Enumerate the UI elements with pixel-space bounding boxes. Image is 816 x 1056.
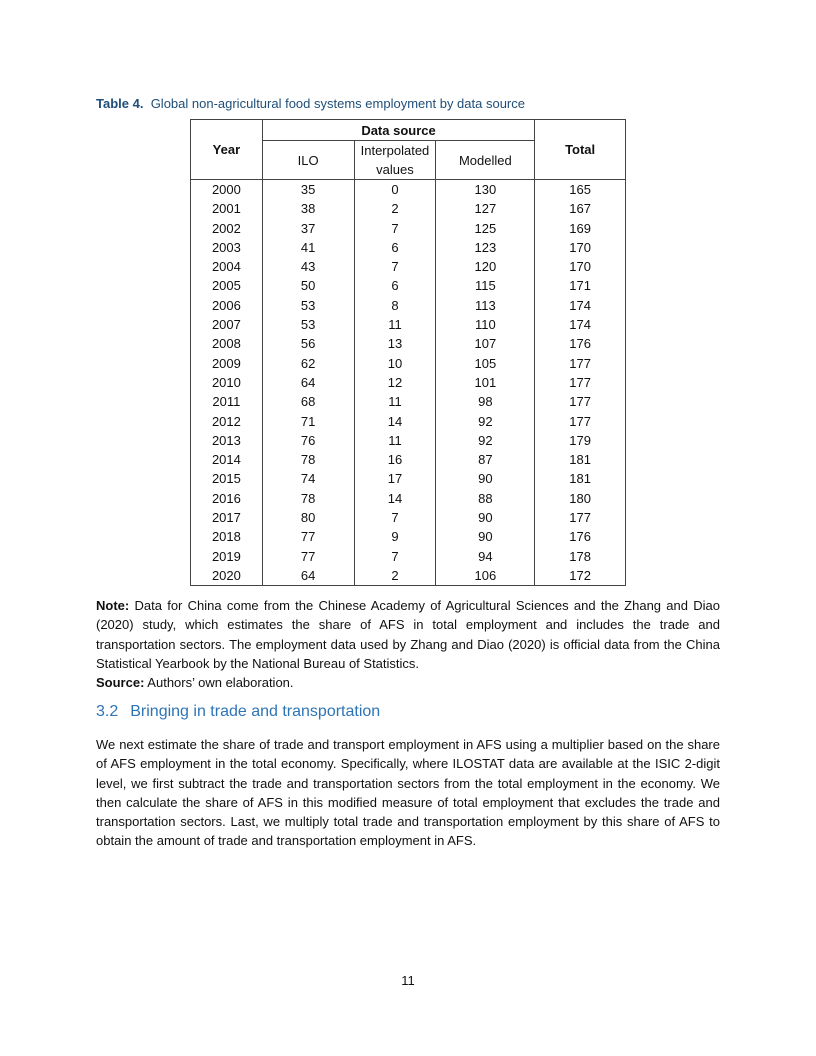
- note-label: Note:: [96, 598, 130, 613]
- cell-interpolated: 8: [354, 296, 436, 315]
- header-ilo: ILO: [262, 141, 354, 180]
- table-row: [191, 450, 626, 469]
- cell-year: 2017: [191, 508, 263, 527]
- cell-modelled: 94: [436, 547, 535, 566]
- cell-interpolated: 11: [354, 315, 436, 334]
- cell-total: 177: [535, 354, 626, 373]
- body-paragraph: We next estimate the share of trade and transport employment in AFS using a multiplier based on the share of AFS employment in the total economy. Specifically, where ILOSTAT data are available at the ISIC 2-digit level, we first subtract the trade and transportation sectors from the total employment in the economy. We then calculate the share of AFS in this modified measure of total employment that excludes the trade and transportation sectors. Last, we multiply total trade and transportation employment by this share of AFS to obtain the amount of trade and transportation employment in AFS.: [96, 737, 720, 849]
- table-row: [191, 547, 626, 566]
- table-row: [191, 566, 626, 586]
- cell-total: 181: [535, 469, 626, 488]
- cell-modelled: 120: [436, 257, 535, 276]
- cell-total: 177: [535, 412, 626, 431]
- cell-ilo: 35: [262, 180, 354, 200]
- cell-modelled: 88: [436, 489, 535, 508]
- table-row: [191, 334, 626, 353]
- cell-modelled: 113: [436, 296, 535, 315]
- cell-total: 170: [535, 257, 626, 276]
- cell-ilo: 43: [262, 257, 354, 276]
- employment-table: [190, 119, 626, 586]
- cell-year: 2020: [191, 566, 263, 586]
- page-number: 11: [401, 973, 415, 988]
- header-interpolated: [354, 141, 436, 180]
- header-modelled: Modelled: [436, 141, 535, 180]
- cell-interpolated: 7: [354, 547, 436, 566]
- cell-modelled: 92: [436, 412, 535, 431]
- cell-ilo: 71: [262, 412, 354, 431]
- cell-year: 2005: [191, 276, 263, 295]
- header-interpolated-line1: Interpolated: [360, 143, 430, 158]
- cell-year: 2008: [191, 334, 263, 353]
- note-paragraph: [96, 596, 720, 673]
- cell-year: 2012: [191, 412, 263, 431]
- cell-ilo: 76: [262, 431, 354, 450]
- cell-year: 2016: [191, 489, 263, 508]
- cell-interpolated: 17: [354, 469, 436, 488]
- header-total: Total: [535, 120, 626, 180]
- cell-ilo: 68: [262, 392, 354, 411]
- table-body: [191, 180, 626, 586]
- cell-year: 2014: [191, 450, 263, 469]
- cell-interpolated: 7: [354, 219, 436, 238]
- header-data-source: Data source: [262, 120, 534, 141]
- cell-year: 2004: [191, 257, 263, 276]
- table-caption: [96, 96, 525, 111]
- cell-total: 171: [535, 276, 626, 295]
- table-row: [191, 527, 626, 546]
- cell-interpolated: 2: [354, 199, 436, 218]
- cell-modelled: 92: [436, 431, 535, 450]
- cell-ilo: 64: [262, 566, 354, 586]
- cell-ilo: 78: [262, 489, 354, 508]
- cell-interpolated: 11: [354, 392, 436, 411]
- cell-interpolated: 12: [354, 373, 436, 392]
- table-row: [191, 489, 626, 508]
- cell-year: 2002: [191, 219, 263, 238]
- cell-interpolated: 0: [354, 180, 436, 200]
- cell-interpolated: 16: [354, 450, 436, 469]
- cell-ilo: 80: [262, 508, 354, 527]
- cell-interpolated: 14: [354, 489, 436, 508]
- cell-total: 174: [535, 296, 626, 315]
- cell-total: 179: [535, 431, 626, 450]
- cell-total: 176: [535, 334, 626, 353]
- cell-total: 177: [535, 508, 626, 527]
- cell-modelled: 127: [436, 199, 535, 218]
- cell-total: 178: [535, 547, 626, 566]
- cell-ilo: 62: [262, 354, 354, 373]
- cell-modelled: 98: [436, 392, 535, 411]
- cell-total: 172: [535, 566, 626, 586]
- cell-ilo: 74: [262, 469, 354, 488]
- table-row: [191, 412, 626, 431]
- cell-year: 2013: [191, 431, 263, 450]
- cell-ilo: 38: [262, 199, 354, 218]
- section-title: Bringing in trade and transportation: [130, 703, 381, 720]
- cell-year: 2015: [191, 469, 263, 488]
- source-label: Source:: [96, 675, 145, 691]
- note-text: Data for China come from the Chinese Academy of Agricultural Sciences and the Zhang and Diao (2020) study, which estimates the share of AFS in total employment and includes the trade and transportation sectors. The employment data used by Zhang and Diao (2020) is official data from the China Statistical Yearbook by the National Bureau of Statistics.: [96, 598, 720, 671]
- cell-ilo: 50: [262, 276, 354, 295]
- cell-modelled: 110: [436, 315, 535, 334]
- cell-year: 2009: [191, 354, 263, 373]
- header-interpolated-line2: values: [376, 162, 414, 177]
- table-caption-label: Table 4.: [96, 96, 144, 111]
- cell-modelled: 123: [436, 238, 535, 257]
- table-row: [191, 373, 626, 392]
- cell-year: 2018: [191, 527, 263, 546]
- source-text: Authors’ own elaboration.: [144, 675, 294, 691]
- cell-interpolated: 2: [354, 566, 436, 586]
- cell-ilo: 53: [262, 296, 354, 315]
- cell-ilo: 53: [262, 315, 354, 334]
- table-row: [191, 315, 626, 334]
- cell-modelled: 107: [436, 334, 535, 353]
- cell-interpolated: 10: [354, 354, 436, 373]
- cell-year: 2000: [191, 180, 263, 200]
- cell-interpolated: 14: [354, 412, 436, 431]
- header-year: Year: [191, 120, 263, 180]
- cell-total: 177: [535, 392, 626, 411]
- cell-total: 170: [535, 238, 626, 257]
- cell-ilo: 78: [262, 450, 354, 469]
- cell-modelled: 115: [436, 276, 535, 295]
- cell-year: 2011: [191, 392, 263, 411]
- cell-interpolated: 9: [354, 527, 436, 546]
- cell-ilo: 77: [262, 527, 354, 546]
- cell-year: 2001: [191, 199, 263, 218]
- table-row: [191, 180, 626, 200]
- cell-year: 2019: [191, 547, 263, 566]
- cell-modelled: 125: [436, 219, 535, 238]
- cell-total: 177: [535, 373, 626, 392]
- cell-modelled: 106: [436, 566, 535, 586]
- cell-interpolated: 11: [354, 431, 436, 450]
- cell-modelled: 101: [436, 373, 535, 392]
- cell-year: 2003: [191, 238, 263, 257]
- table-row: [191, 392, 626, 411]
- table-notes: [96, 596, 720, 692]
- section-heading: [96, 703, 380, 721]
- table-row: [191, 296, 626, 315]
- cell-year: 2010: [191, 373, 263, 392]
- cell-interpolated: 7: [354, 508, 436, 527]
- table-row: [191, 508, 626, 527]
- cell-total: 174: [535, 315, 626, 334]
- table-row: [191, 354, 626, 373]
- cell-modelled: 105: [436, 354, 535, 373]
- cell-year: 2006: [191, 296, 263, 315]
- cell-total: 169: [535, 219, 626, 238]
- cell-interpolated: 7: [354, 257, 436, 276]
- cell-ilo: 41: [262, 238, 354, 257]
- cell-total: 180: [535, 489, 626, 508]
- section-number: 3.2: [96, 703, 119, 720]
- cell-modelled: 87: [436, 450, 535, 469]
- table-caption-text: Global non-agricultural food systems employment by data source: [150, 96, 525, 111]
- cell-modelled: 90: [436, 508, 535, 527]
- cell-total: 167: [535, 199, 626, 218]
- cell-modelled: 130: [436, 180, 535, 200]
- table-row: [191, 219, 626, 238]
- cell-interpolated: 6: [354, 276, 436, 295]
- cell-year: 2007: [191, 315, 263, 334]
- table-row: [191, 431, 626, 450]
- cell-total: 176: [535, 527, 626, 546]
- cell-interpolated: 13: [354, 334, 436, 353]
- cell-total: 181: [535, 450, 626, 469]
- cell-ilo: 64: [262, 373, 354, 392]
- cell-modelled: 90: [436, 469, 535, 488]
- cell-ilo: 77: [262, 547, 354, 566]
- table-row: [191, 199, 626, 218]
- table-row: [191, 276, 626, 295]
- cell-total: 165: [535, 180, 626, 200]
- cell-ilo: 37: [262, 219, 354, 238]
- cell-ilo: 56: [262, 334, 354, 353]
- table-row: [191, 469, 626, 488]
- cell-interpolated: 6: [354, 238, 436, 257]
- source-paragraph: [96, 673, 720, 692]
- table-row: [191, 257, 626, 276]
- table-row: [191, 238, 626, 257]
- cell-modelled: 90: [436, 527, 535, 546]
